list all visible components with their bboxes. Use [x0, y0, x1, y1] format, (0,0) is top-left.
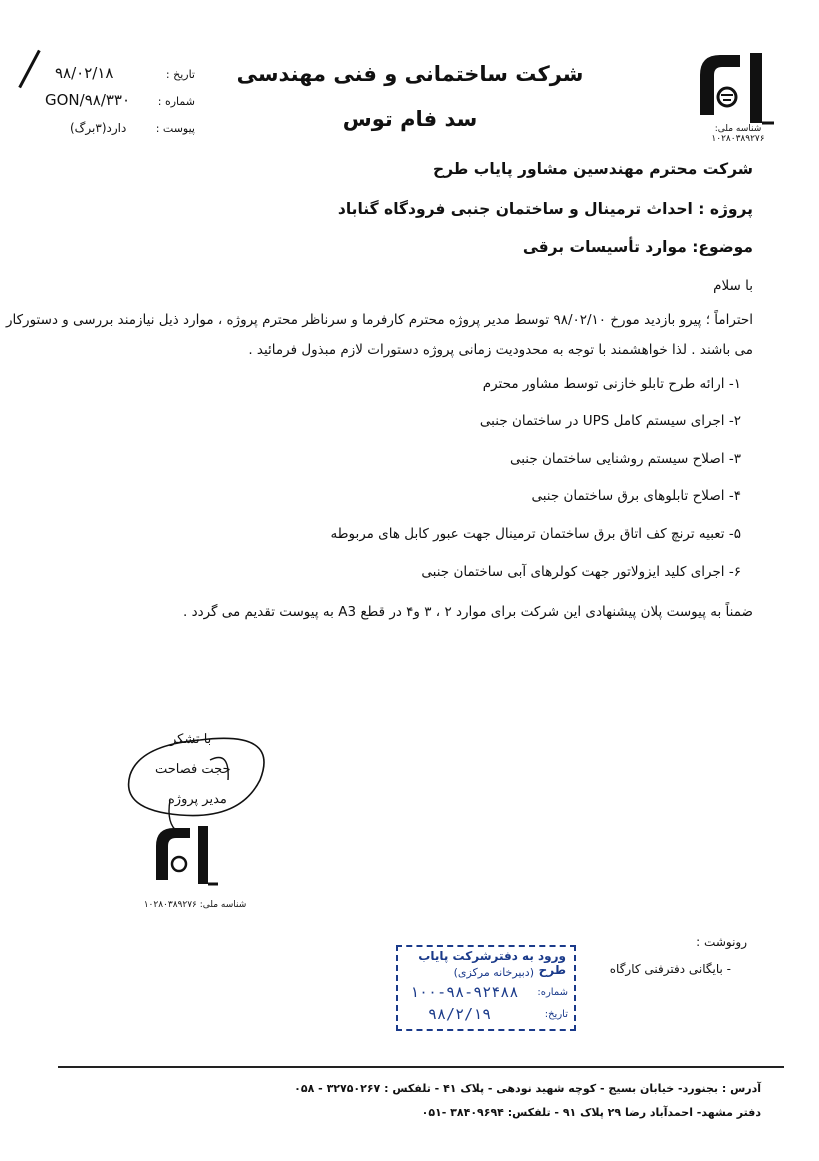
list-item: ۵- تعبیه ترنچ کف اتاق برق ساختمان ترمینال جهت عبور کابل های مربوطه	[330, 526, 741, 542]
attachment-label: پیوست :	[155, 122, 195, 135]
intro-line-2: می باشند . لذا خواهشمند با توجه به محدودیت زمانی پروژه دستورات لازم مبذول فرمائید .	[248, 342, 753, 358]
intro-line-1: احتراماً ؛ پیرو بازدید مورخ ۹۸/۰۲/۱۰ توسط مدیر پروژه محترم کارفرما و سرناظر محترم پروژه ، موارد ذیل نیازمند بررسی و دستورکار	[6, 312, 753, 328]
copies-item: - بایگانی دفترفنی کارگاه	[609, 962, 731, 976]
date-value: ۹۸/۰۲/۱۸	[55, 64, 114, 82]
signature-thanks: با تشکر	[170, 732, 212, 747]
list-item: ۱- ارائه طرح تابلو خازنی توسط مشاور محترم	[482, 376, 741, 392]
footer-divider	[58, 1066, 784, 1068]
receipt-date-value: ۹۸/۲/۱۹	[428, 1005, 492, 1023]
recipient: شرکت محترم مهندسین مشاور پایاب طرح	[432, 160, 753, 178]
number-label: شماره :	[157, 95, 195, 108]
stamp-caption: شناسه ملی: ۱۰۲۸۰۳۸۹۲۷۶	[143, 900, 247, 910]
letter-meta	[20, 62, 195, 143]
list-item: ۶- اجرای کلید ایزولاتور جهت کولرهای آبی ساختمان جنبی	[421, 564, 741, 580]
logo-caption: شناسه ملی: ۱۰۲۸۰۳۸۹۲۷۶	[711, 124, 765, 144]
meta-date-row	[20, 62, 195, 89]
list-item: ۴- اصلاح تابلوهای برق ساختمان جنبی	[531, 488, 741, 504]
company-stamp-icon	[148, 820, 228, 900]
footer-address-2: دفتر مشهد- احمدآباد رضا ۲۹ پلاک ۹۱ - تلفکس: ۳۸۴۰۹۶۹۴ -۰۵۱	[421, 1106, 761, 1119]
date-label: تاریخ :	[165, 68, 195, 81]
number-value: GON/۹۸/۳۳۰	[45, 91, 131, 109]
receipt-date-label: تاریخ:	[544, 1009, 568, 1020]
list-item: ۳- اصلاح سیستم روشنایی ساختمان جنبی	[509, 451, 741, 467]
receipt-stamp	[396, 945, 576, 1031]
closing-line: ضمناً به پیوست پلان پیشنهادی این شرکت برای موارد ۲ ، ۳ و۴ در قطع A3 به پیوست تقدیم می گردد .	[182, 604, 753, 620]
company-name: شرکت ساختمانی و فنی مهندسی	[236, 62, 584, 86]
receipt-stamp-subtitle: (دبیرخانه مرکزی)	[453, 966, 534, 979]
footer-address-1: آدرس : بجنورد- خیابان بسیج - کوچه شهید نودهی - پلاک ۴۱ - تلفکس : ۳۲۷۵۰۲۶۷ - ۰۵۸	[294, 1082, 761, 1095]
meta-number-row	[20, 89, 195, 116]
signature-name: حجت فصاحت	[155, 762, 231, 777]
signature-title: مدیر پروژه	[168, 792, 227, 807]
copies-title: رونوشت :	[696, 935, 747, 949]
company-subname: سد فام توس	[342, 107, 478, 131]
greeting: با سلام	[713, 278, 753, 294]
project-line: پروژه : احداث ترمینال و ساختمان جنبی فرودگاه گناباد	[337, 200, 753, 218]
list-item: ۲- اجرای سیستم کامل UPS در ساختمان جنبی	[479, 413, 741, 429]
attachment-value: دارد(۳برگ)	[70, 121, 127, 135]
receipt-number-value: ۱۰۰-۹۸-۹۲۴۸۸	[410, 983, 519, 1001]
receipt-number-label: شماره:	[537, 987, 568, 998]
receipt-stamp-title: ورود به دفترشرکت پایاب طرح	[418, 949, 566, 977]
subject-line: موضوع: موارد تأسیسات برقی	[522, 238, 753, 256]
meta-attachment-row	[20, 116, 195, 143]
